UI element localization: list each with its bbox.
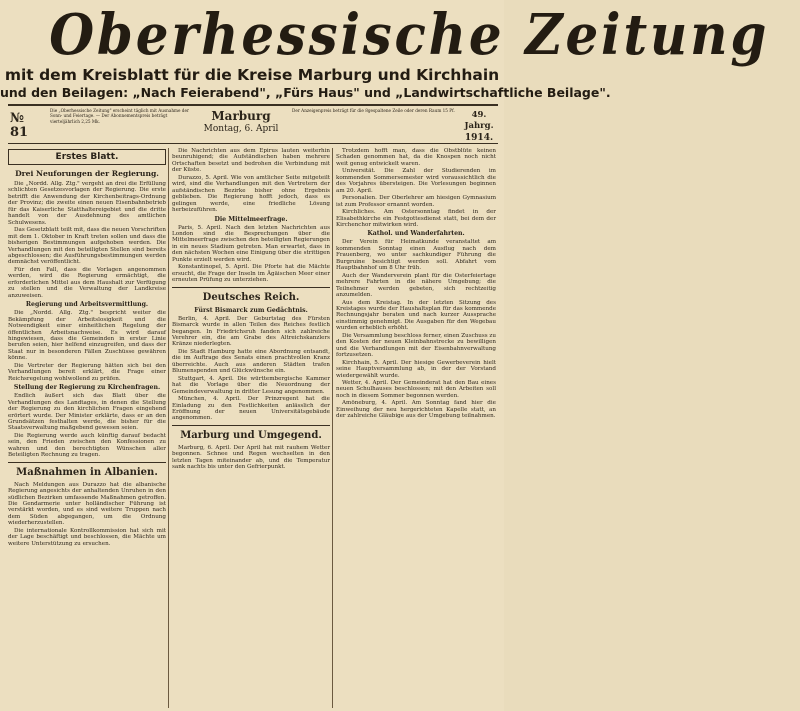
article-paragraph: Die Versammlung beschloss ferner, einen Zuschuss zu den Kosten der neuen Kleinbahnstrecke zu bewilligen und die Verhandlungen mit der Eisenbahnverwaltung fortzusetzen. <box>336 332 496 359</box>
column-rule <box>332 148 333 708</box>
column-rule <box>168 148 169 708</box>
dateline-city: Marburg <box>211 109 271 123</box>
article-paragraph: Die „Nordd. Allg. Ztg." vergeht an drei die Erfüllung schlichten Gesetzesvorlagen der Regierung. Die erste betrifft die Anwendung der Kirchenbeitrags-Ordnung der Provinz; die zweite einen neuen Eisenbahnbetrieb für das Kaiserliche Statthaltereigebiet und die dritte handelt von der Ausdehnung des amtlichen Schulwesens. <box>8 181 166 226</box>
subscription-info: Die „Oberhessische Zeitung" erscheint täglich mit Ausnahme der Sonn- und Feiertage. — Der Abonnementspreis beträgt vierteljährlich 2,25 Mk. <box>50 108 189 124</box>
article-paragraph: Endlich äußert sich das Blatt über die Verhandlungen des Landtages, in denen die Stellung der Regierung zu den kirchlichen Fragen eingehend erörtert wurde. Der Minister erklärte, dass er an den Grundsätzen festhalten werde, die bisher für die Staatsverwaltung maßgebend gewesen seien. <box>8 393 166 432</box>
article-paragraph: München, 4. April. Der Prinzregent hat die Einladung zu den Festlichkeiten anlässlich der Eröffnung der neuen Universitätsgebäude angenommen. <box>172 396 330 422</box>
column-3 <box>336 148 496 708</box>
divider <box>172 425 330 426</box>
article-paragraph: Die Vertreter der Regierung hätten sich bei den Verhandlungen bereit erklärt, die Frage einer Reichsregelung wohlwollend zu prüfen. <box>8 362 166 382</box>
article-headline: Marburg und Umgegend. <box>180 429 322 441</box>
article-paragraph: Amöneburg, 4. April. Am Sonntag fand hier die Einweihung der neu hergerichteten Kapelle statt, an der zahlreiche Gläubige aus der Umgebung teilnahmen. <box>336 400 496 420</box>
article-paragraph: Trotzdem hofft man, dass die Obstblüte keinen Schaden genommen hat, da die Knospen noch nicht weit genug entwickelt waren. <box>336 148 496 167</box>
volume-info <box>460 110 498 145</box>
article-paragraph: Kirchhain, 5. April. Der hiesige Gewerbeverein hielt seine Hauptversammlung ab, in der der Vorstand wiedergewählt wurde. <box>336 359 496 379</box>
article-paragraph: Konstantinopel, 5. April. Die Pforte hat die Mächte ersucht, die Frage der Inseln im Ägäischen Meer einer erneuten Prüfung zu unterziehen. <box>172 264 330 284</box>
article-headline: Maßnahmen in Albanien. <box>16 466 158 478</box>
article-headline: Deutsches Reich. <box>202 291 300 303</box>
masthead-title: Oberhessische Zeitung <box>49 2 770 68</box>
article-paragraph: Durazzo, 5. April. Wie von amtlicher Seite mitgeteilt wird, sind die Verhandlungen mit den Vertretern der aufständischen Bezirke bisher ohne Ergebnis geblieben. Die Regierung hofft jedoch, dass es gelingen werde, eine friedliche Lösung herbeizuführen. <box>172 174 330 214</box>
article-paragraph: Die Regierung werde auch künftig darauf bedacht sein, den Frieden zwischen den Konfessionen zu wahren und den berechtigten Wünschen aller Beteiligten Rechnung zu tragen. <box>8 432 166 459</box>
article-paragraph: Universität. Die Zahl der Studierenden im kommenden Sommersemester wird voraussichtlich die des Vorjahres übersteigen. Die Vorlesungen beginnen am 20. April. <box>336 168 496 194</box>
column-2 <box>172 148 330 708</box>
article-paragraph: Die Stadt Hamburg hatte eine Abordnung entsandt, die im Auftrage des Senats einen prachtvollen Kranz überreichte. Auch aus anderen Städten trafen Blumenspenden und Glückwünsche ein. <box>172 348 330 375</box>
volume-year: 1914. <box>464 133 494 143</box>
article-paragraph: Der Verein für Heimatkunde veranstaltet am kommenden Sonntag einen Ausflug nach dem Frauenberg, wo unter sachkundiger Führung die Burgruine besichtigt werden soll. Abfahrt vom Hauptbahnhof um 8 Uhr früh. <box>336 239 496 272</box>
article-paragraph: Paris, 5. April. Nach den letzten Nachrichten aus London sind die Besprechungen über die Mittelmeerfrage zwischen den beteiligten Regierungen in ein neues Stadium getreten. Man erwartet, dass in den nächsten Wochen eine Einigung über die strittigen Punkte erzielt werden wird. <box>172 224 330 263</box>
article-paragraph: Das Gesetzblatt teilt mit, dass die neuen Vorschriften mit dem 1. Oktober in Kraft treten sollen und dass die bisherigen Bestimmungen aufgehoben werden. Die Verhandlungen mit den beteiligten Stellen sind bereits abgeschlossen; die Ausführungsbestimmungen werden demnächst veröffentlicht. <box>8 227 166 266</box>
article-subhead: Stellung der Regierung zu Kirchenfragen. <box>13 384 161 392</box>
masthead-subtitle: mit dem Kreisblatt für die Kreise Marburg und Kirchhain <box>4 66 500 84</box>
dateline-date: Montag, 6. April <box>203 124 279 134</box>
article-paragraph: Die internationale Kontrollkommission hat sich mit der Lage beschäftigt und beschlossen, die Mächte um weitere Unterstützung zu ersuchen. <box>8 527 166 547</box>
article-paragraph: Berlin, 4. April. Der Geburtstag des Fürsten Bismarck wurde in allen Teilen des Reiches festlich begangen. In Friedrichsruh fanden sich zahlreiche Verehrer ein, die am Grabe des Altreichskanzlers Kränze niederlegten. <box>172 315 330 348</box>
article-paragraph: Für den Fall, dass die Vorlagen angenommen werden, wird die Regierung ermächtigt, die erforderlichen Mittel aus dem Haushalt zur Verfügung zu stellen und die Verwaltung der Landkreise anzuweisen. <box>8 266 166 299</box>
article-subhead: Die Mittelmeerfrage. <box>214 215 288 223</box>
dateline <box>196 109 286 135</box>
article-subhead: Regierung und Arbeitsvermittlung. <box>25 301 149 309</box>
article-paragraph: Die Nachrichten aus dem Epirus lauten weiterhin beunruhigend; die Aufständischen haben mehrere Ortschaften besetzt und bedrohen die Verbindung mit der Küste. <box>172 148 330 174</box>
article-paragraph: Aus dem Kreistag. In der letzten Sitzung des Kreistages wurde der Haushaltsplan für das kommende Rechnungsjahr beraten und nach kurzer Aussprache einstimmig genehmigt. Die Ausgaben für den Wegebau wurden erheblich erhöht. <box>336 299 496 332</box>
article-paragraph: Auch der Wanderverein plant für die Osterfeiertage mehrere Fahrten in die nähere Umgebung; die Teilnehmer werden gebeten, sich rechtzeitig anzumelden. <box>336 272 496 299</box>
article-headline: Drei Neuforungen der Regierung. <box>15 169 159 178</box>
article-paragraph: Marburg, 6. April. Der April hat mit rauhem Wetter begonnen. Schnee und Regen wechselten in den letzten Tagen miteinander ab, und die Temperatur sank nachts bis unter den Gefrierpunkt. <box>172 444 330 471</box>
article-paragraph: Nach Meldungen aus Durazzo hat die albanische Regierung angesichts der anhaltenden Unruhen in den südlichen Bezirken umfassende Maßnahmen getroffen. Die Gendarmerie unter holländischer Führung ist verstärkt worden, und es sind weitere Truppen nach dem Süden abgegangen, um die Ordnung wiederherzustellen. <box>8 481 166 527</box>
article-subhead: Kathol. und Wanderfahrten. <box>367 230 465 238</box>
issue-number: № 81 <box>10 111 29 140</box>
article-paragraph: Personalien. Der Oberlehrer am hiesigen Gymnasium ist zum Professor ernannt worden. <box>336 195 496 208</box>
article-paragraph: Kirchliches. Am Ostersonntag findet in der Elisabethkirche ein Festgottesdienst statt, bei dem der Kirchenchor mitwirken wird. <box>336 209 496 228</box>
divider <box>8 462 166 463</box>
info-bar <box>8 104 498 144</box>
divider <box>172 287 330 288</box>
column-1 <box>8 148 166 708</box>
section-title: Erstes Blatt. <box>8 149 166 165</box>
article-paragraph: Wetter, 4. April. Der Gemeinderat hat den Bau eines neuen Schulhauses beschlossen; mit den Arbeiten soll noch in diesem Sommer begonnen werden. <box>336 379 496 399</box>
masthead-supplements: und den Beilagen: „Nach Feierabend", „Fürs Haus" und „Landwirtschaftliche Beilage". <box>0 85 611 100</box>
article-subhead: Fürst Bismarck zum Gedächtnis. <box>194 306 308 314</box>
volume-number: 49. Jahrg. <box>464 110 494 131</box>
article-paragraph: Stuttgart, 4. April. Die württembergische Kammer hat die Vorlage über die Neuordnung der Gemeindeverwaltung in dritter Lesung angenommen. <box>172 375 330 395</box>
advertising-info: Der Anzeigenpreis beträgt für die 8gespaltene Zeile oder deren Raum 15 Pf. <box>292 108 455 113</box>
article-paragraph: Die „Nordd. Allg. Ztg." bespricht weiter die Bekämpfung der Arbeitslosigkeit und die Notwendigkeit einer einheitlichen Regelung der öffentlichen Arbeitsnachweise. Es wird darauf hingewiesen, dass die Gemeinden in erster Linie berufen seien, hier helfend einzugreifen, und dass der Staat nur in besonderen Fällen Zuschüsse gewähren könne. <box>8 310 166 362</box>
